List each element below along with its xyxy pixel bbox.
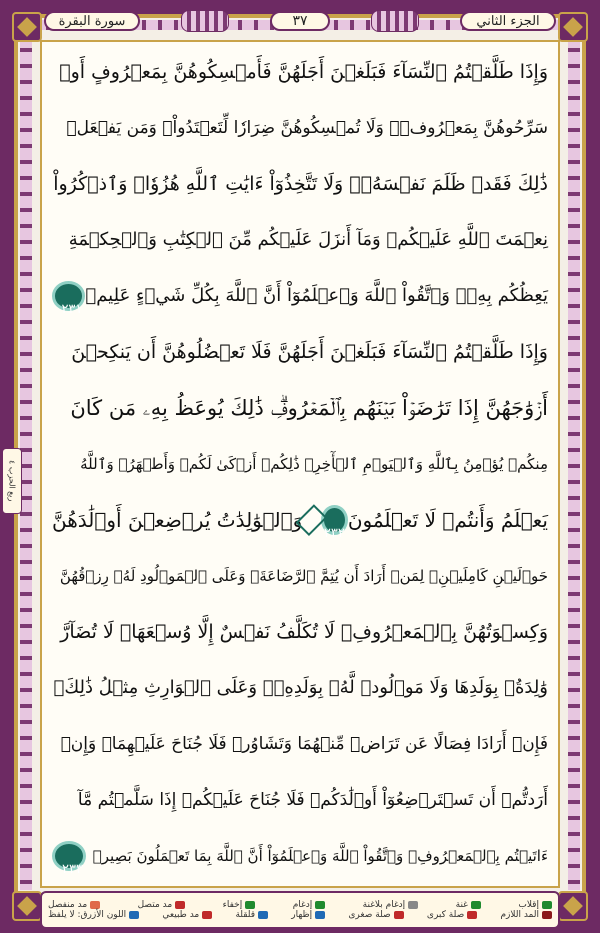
- legend-row: [42, 910, 558, 920]
- color-swatch-icon: [202, 911, 212, 919]
- corner-ornament-icon: [12, 12, 42, 42]
- header-ornament-icon: [181, 10, 229, 32]
- page-header: [44, 8, 556, 34]
- legend-label: مد منفصل: [48, 900, 88, 910]
- legend-label: اللون الأزرق: لا يلفظ: [48, 910, 127, 920]
- color-swatch-icon: [245, 901, 255, 909]
- legend-item: [427, 910, 477, 920]
- line-text: أَزۡوَٰجَهُنَّ إِذَا تَرَٰضَوۡاْ بَيۡنَهُم بِٱلۡمَعۡرُوفِۗ ذَٰلِكَ يُوعَظُ بِهِۦ مَن كَانَ: [70, 396, 548, 420]
- text-line: [48, 270, 552, 322]
- text-line: [48, 718, 552, 770]
- line-text: نِعۡمَتَ ٱللَّهِ عَلَيۡكُمۡ وَمَآ أَنزَلَ عَلَيۡكُم مِّنَ ٱلۡكِتَٰبِ وَٱلۡحِكۡمَةِ: [68, 229, 548, 250]
- text-line: [48, 830, 552, 882]
- line-text: وَإِذَا طَلَّقۡتُمُ ٱلنِّسَآءَ فَبَلَغۡنَ أَجَلَهُنَّ فَلَا تَعۡضُلُوهُنَّ أَن يَنكِحۡنَ: [71, 341, 548, 363]
- corner-ornament-icon: [12, 891, 42, 921]
- line-text: مِنكُمۡ يُؤۡمِنُ بِٱللَّهِ وَٱلۡيَوۡمِ ٱلۡأٓخِرِۗ ذَٰلِكُمۡ أَزۡكَىٰ لَكُمۡ وَأَطۡهَرُۚ وَٱللَّهُ: [80, 455, 548, 473]
- line-text: يَعِظُكُم بِهِۦۚ وَٱتَّقُواْ ٱللَّهَ وَٱعۡلَمُوٓاْ أَنَّ ٱللَّهَ بِكُلِّ شَيۡءٍ عَلِيمٞ: [85, 285, 548, 306]
- line-text: وَٱلۡوَٰلِدَٰتُ يُرۡضِعۡنَ أَوۡلَٰدَهُنَّ: [52, 508, 303, 532]
- text-line: [48, 102, 552, 154]
- legend-label: المد اللازم: [500, 910, 539, 920]
- text-line: [48, 774, 552, 826]
- text-line: [48, 158, 552, 210]
- legend-label: صلة صغرى: [348, 910, 391, 920]
- legend-label: إظهار: [291, 910, 313, 920]
- juz-label: الجزء الثاني: [460, 11, 556, 31]
- corner-ornament-icon: [558, 891, 588, 921]
- aya-number-icon: ٢٣١: [52, 281, 85, 311]
- legend-item: [293, 900, 326, 910]
- legend-item: [162, 910, 212, 920]
- legend-item: [291, 910, 325, 920]
- color-swatch-icon: [175, 901, 185, 909]
- surah-label: سورة البقرة: [44, 11, 140, 31]
- line-text: ذَٰلِكَ فَقَدۡ ظَلَمَ نَفۡسَهُۥۚ وَلَا تَتَّخِذُوٓاْ ءَايَٰتِ ٱللَّهِ هُزُوٗاۚ وَٱذۡكُرُواْ: [53, 173, 548, 195]
- color-swatch-icon: [129, 911, 139, 919]
- quran-text-area: [40, 40, 560, 888]
- legend-label: مد طبيعي: [162, 910, 200, 920]
- text-line: [48, 46, 552, 98]
- text-line: [48, 326, 552, 378]
- aya-number-icon: ٢٣٣: [52, 841, 86, 871]
- line-text: حَوۡلَيۡنِ كَامِلَيۡنِۖ لِمَنۡ أَرَادَ أَن يُتِمَّ ٱلرَّضَاعَةَۚ وَعَلَى ٱلۡمَوۡلُودِ لَهُۥ رِزۡقُهُنَّ: [59, 567, 548, 585]
- color-swatch-icon: [408, 901, 418, 909]
- aya-number-icon: ٢٣٢: [321, 505, 348, 535]
- legend-label: صلة كبرى: [426, 910, 465, 920]
- legend-label: إدغام: [292, 900, 313, 910]
- header-ornament-icon: [371, 10, 419, 32]
- legend-item: [223, 900, 256, 910]
- legend-item: [235, 910, 268, 920]
- color-swatch-icon: [258, 911, 268, 919]
- color-swatch-icon: [471, 901, 481, 909]
- color-swatch-icon: [542, 901, 552, 909]
- line-text: فَإِنۡ أَرَادَا فِصَالًا عَن تَرَاضٖ مِّنۡهُمَا وَتَشَاوُرٖ فَلَا جُنَاحَ عَلَيۡهِمَاۗ وَإِنۡ: [60, 734, 548, 754]
- legend-item: [456, 900, 481, 910]
- line-text: وَكِسۡوَتُهُنَّ بِٱلۡمَعۡرُوفِۚ لَا تُكَلَّفُ نَفۡسٌ إِلَّا وُسۡعَهَاۚ لَا تُضَآرَّ: [60, 621, 548, 643]
- legend-item: [500, 910, 552, 920]
- tajweed-legend: [40, 891, 560, 929]
- text-line: [48, 214, 552, 266]
- color-swatch-icon: [315, 901, 325, 909]
- line-text: سَرِّحُوهُنَّ بِمَعۡرُوفٖۚ وَلَا تُمۡسِكُوهُنَّ ضِرَارٗا لِّتَعۡتَدُواْۚ وَمَن يَفۡعَلۡ: [66, 118, 548, 138]
- legend-item: [363, 900, 419, 910]
- text-line: [48, 606, 552, 658]
- line-text: يَعۡلَمُ وَأَنتُمۡ لَا تَعۡلَمُونَ: [347, 508, 548, 532]
- legend-item: [518, 900, 552, 910]
- hizb-quarter-marker: ربع الحزب ٤: [2, 448, 22, 514]
- color-swatch-icon: [90, 901, 100, 909]
- legend-item: [48, 900, 100, 910]
- legend-label: قلقلة: [235, 910, 256, 920]
- chain-border-right: [568, 40, 580, 890]
- legend-item: [138, 900, 186, 910]
- legend-label: إخفاء: [222, 900, 243, 910]
- text-line: [48, 550, 552, 602]
- line-text: وَإِذَا طَلَّقۡتُمُ ٱلنِّسَآءَ فَبَلَغۡنَ أَجَلَهُنَّ فَأَمۡسِكُوهُنَّ بِمَعۡرُوفٍ أَوۡ: [59, 61, 548, 83]
- legend-item: [348, 910, 403, 920]
- color-swatch-icon: [315, 911, 325, 919]
- line-text: أَرَدتُّمۡ أَن تَسۡتَرۡضِعُوٓاْ أَوۡلَٰدَكُمۡ فَلَا جُنَاحَ عَلَيۡكُمۡ إِذَا سَلَّمۡتُم مَّآ: [77, 790, 548, 810]
- legend-label: مد متصل: [137, 900, 173, 910]
- legend-label: إدغام بلاغنة: [362, 900, 406, 910]
- line-text: ءَاتَيۡتُم بِٱلۡمَعۡرُوفِۗ وَٱتَّقُواْ ٱللَّهَ وَٱعۡلَمُوٓاْ أَنَّ ٱللَّهَ بِمَا تَعۡمَلُونَ بَصِيرٞ: [92, 847, 548, 865]
- legend-label: غنة: [455, 900, 468, 910]
- text-line: [48, 662, 552, 714]
- color-swatch-icon: [394, 911, 404, 919]
- text-line: [48, 382, 552, 434]
- line-text: وَٰلِدَةُۢ بِوَلَدِهَا وَلَا مَوۡلُودٞ لَّهُۥ بِوَلَدِهِۦۚ وَعَلَى ٱلۡوَارِثِ مِثۡلُ ذَٰلِكَۗ: [53, 677, 548, 698]
- text-line: [48, 494, 552, 546]
- legend-label: إقلاب: [518, 900, 539, 910]
- page-number: ٣٧: [270, 11, 330, 31]
- legend-item: [48, 910, 139, 920]
- corner-ornament-icon: [558, 12, 588, 42]
- color-swatch-icon: [467, 911, 477, 919]
- color-swatch-icon: [542, 911, 552, 919]
- legend-row: [42, 900, 558, 910]
- text-line: [48, 438, 552, 490]
